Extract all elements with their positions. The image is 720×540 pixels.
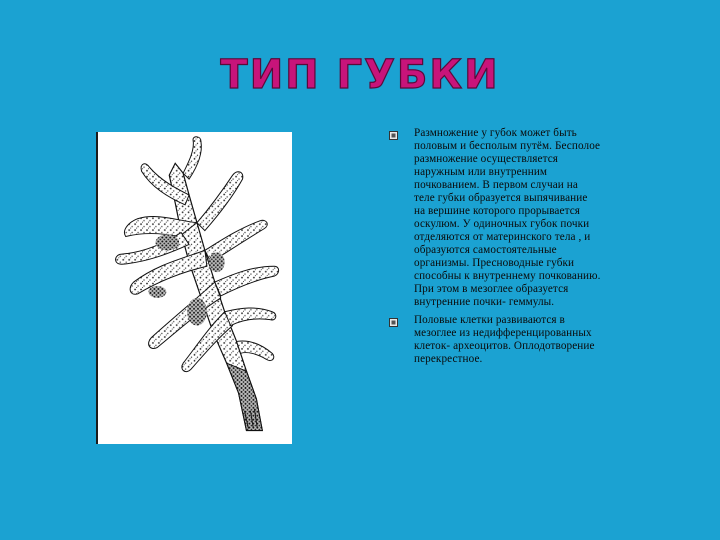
bullet-item-1 [388,127,688,309]
square-bullet-icon [389,318,398,327]
bullet-list [388,127,688,371]
sponge-drawing [98,132,292,444]
square-bullet-icon [389,131,398,140]
bullet-item-2 [388,314,688,366]
bullet-text: Половые клетки развиваются в мезоглее из недифференцированных клеток- археоцитов. Оплодотворение перекрестное. [414,314,595,365]
slide-title: ТИП ГУБКИ [220,52,500,98]
sponge-illustration [96,132,292,444]
bullet-text: Размножение у губок может быть половым и бесполым путём. Бесполое размножение осуществляется наружным или внутренним почкованием. В первом случаи на теле губки образуется выпячивание на вершине которого прорывается оскулюм. У одиночных губок почки отделяются от материнского тела , и образуются самостоятельные организмы. Пресноводные губки способны к внутреннему почкованию. При этом в мезоглее образуется внутренние почки- геммулы. [414,127,601,308]
